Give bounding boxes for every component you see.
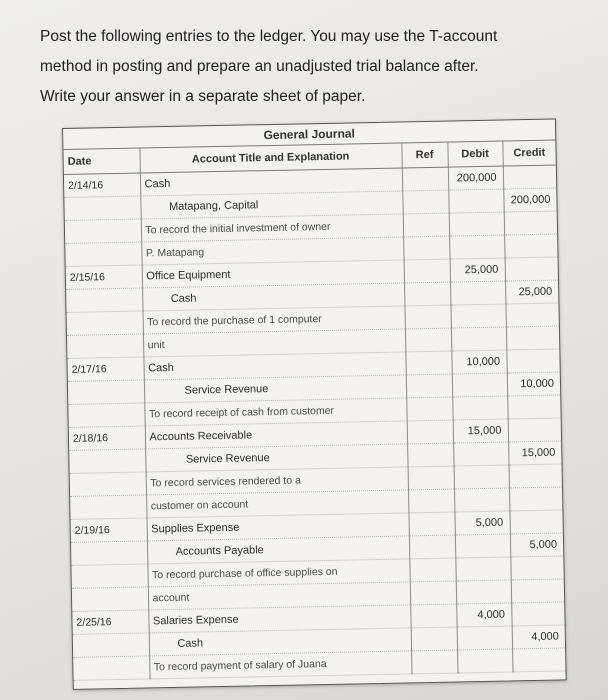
debit-cell bbox=[449, 212, 504, 236]
credit-cell bbox=[505, 257, 558, 281]
date-cell: 2/14/16 bbox=[64, 173, 140, 197]
ref-cell bbox=[410, 581, 456, 605]
debit-cell bbox=[455, 557, 510, 581]
header-ref: Ref bbox=[401, 143, 447, 168]
header-credit: Credit bbox=[502, 141, 555, 167]
debit-cell bbox=[454, 465, 509, 489]
account-cell: Salaries Expense bbox=[148, 605, 410, 633]
header-debit: Debit bbox=[447, 142, 502, 168]
date-cell bbox=[68, 380, 144, 404]
credit-cell: 10,000 bbox=[507, 372, 560, 396]
ref-cell bbox=[407, 420, 453, 444]
ref-cell bbox=[409, 558, 455, 582]
credit-cell bbox=[506, 326, 559, 350]
date-cell bbox=[65, 219, 141, 243]
date-cell bbox=[67, 311, 143, 335]
journal-title: General Journal bbox=[63, 120, 555, 150]
account-cell: To record purchase of office supplies on bbox=[147, 559, 409, 587]
ref-cell bbox=[405, 351, 451, 375]
account-cell: To record receipt of cash from customer bbox=[144, 398, 406, 426]
ref-cell bbox=[406, 397, 452, 421]
date-cell bbox=[68, 403, 144, 427]
credit-cell bbox=[510, 556, 563, 580]
date-cell bbox=[73, 633, 149, 657]
credit-cell bbox=[503, 165, 556, 189]
debit-cell bbox=[450, 304, 505, 328]
ref-cell bbox=[403, 236, 449, 260]
account-cell: To record payment of salary of Juana bbox=[149, 651, 411, 679]
date-cell bbox=[65, 242, 141, 266]
credit-cell bbox=[505, 303, 558, 327]
date-cell bbox=[72, 587, 148, 611]
account-cell: Office Equipment bbox=[142, 260, 404, 288]
debit-cell bbox=[451, 327, 506, 351]
debit-cell bbox=[457, 649, 512, 673]
debit-cell: 25,000 bbox=[450, 258, 505, 282]
debit-cell bbox=[457, 626, 512, 650]
credit-cell bbox=[506, 349, 559, 373]
account-cell: Accounts Payable bbox=[147, 536, 409, 564]
date-cell bbox=[67, 334, 143, 358]
account-cell: Cash bbox=[140, 168, 402, 196]
credit-cell: 5,000 bbox=[510, 533, 563, 557]
credit-cell bbox=[511, 579, 564, 603]
date-cell bbox=[73, 656, 149, 680]
credit-cell: 4,000 bbox=[512, 625, 565, 649]
credit-cell bbox=[511, 602, 564, 626]
account-cell: To record the purchase of 1 computer bbox=[143, 306, 405, 334]
date-cell: 2/25/16 bbox=[72, 610, 148, 634]
account-cell: Service Revenue bbox=[145, 444, 407, 472]
debit-cell bbox=[452, 396, 507, 420]
credit-cell bbox=[507, 395, 560, 419]
ref-cell bbox=[404, 259, 450, 283]
header-account: Account Title and Explanation bbox=[139, 143, 401, 173]
credit-cell bbox=[504, 211, 557, 235]
ref-cell bbox=[411, 627, 457, 651]
debit-cell bbox=[455, 534, 510, 558]
debit-cell: 200,000 bbox=[448, 166, 503, 190]
account-cell: customer on account bbox=[146, 490, 408, 518]
instruction-line-3: Write your answer in a separate sheet of paper. bbox=[40, 88, 366, 105]
ref-cell bbox=[409, 535, 455, 559]
ref-cell bbox=[407, 443, 453, 467]
date-cell bbox=[71, 541, 147, 565]
credit-cell: 25,000 bbox=[505, 280, 558, 304]
date-cell bbox=[66, 288, 142, 312]
ref-cell bbox=[408, 489, 454, 513]
credit-cell bbox=[509, 510, 562, 534]
credit-cell: 200,000 bbox=[503, 188, 556, 212]
account-cell: unit bbox=[143, 329, 405, 357]
credit-cell bbox=[509, 464, 562, 488]
debit-cell bbox=[449, 235, 504, 259]
date-cell: 2/19/16 bbox=[71, 518, 147, 542]
debit-cell bbox=[448, 189, 503, 213]
ref-cell bbox=[404, 282, 450, 306]
instruction-line-1: Post the following entries to the ledger. You may use the T-account bbox=[40, 28, 498, 45]
date-cell: 2/17/16 bbox=[67, 357, 143, 381]
ref-cell bbox=[404, 305, 450, 329]
credit-cell bbox=[509, 487, 562, 511]
credit-cell bbox=[512, 648, 565, 672]
date-cell bbox=[64, 196, 140, 220]
account-cell: Service Revenue bbox=[144, 375, 406, 403]
instructions bbox=[40, 22, 580, 112]
date-cell bbox=[71, 564, 147, 588]
account-cell: Supplies Expense bbox=[147, 513, 409, 541]
debit-cell bbox=[454, 488, 509, 512]
debit-cell: 4,000 bbox=[456, 603, 511, 627]
account-cell: Accounts Receivable bbox=[145, 421, 407, 449]
ref-cell bbox=[411, 650, 457, 674]
header-date: Date bbox=[63, 149, 139, 175]
date-cell bbox=[70, 472, 146, 496]
debit-cell bbox=[453, 442, 508, 466]
ref-cell bbox=[402, 167, 448, 191]
debit-cell bbox=[450, 281, 505, 305]
credit-cell bbox=[504, 234, 557, 258]
account-cell: Cash bbox=[149, 628, 411, 656]
debit-cell: 5,000 bbox=[454, 511, 509, 535]
debit-cell bbox=[456, 580, 511, 604]
ref-cell bbox=[405, 328, 451, 352]
general-journal bbox=[62, 119, 567, 690]
account-cell: P. Matapang bbox=[141, 237, 403, 265]
ref-cell bbox=[408, 466, 454, 490]
account-cell: Cash bbox=[143, 352, 405, 380]
date-cell: 2/18/16 bbox=[69, 426, 145, 450]
journal-body bbox=[64, 165, 566, 680]
ref-cell bbox=[403, 213, 449, 237]
date-cell bbox=[69, 449, 145, 473]
ref-cell bbox=[406, 374, 452, 398]
debit-cell: 15,000 bbox=[453, 419, 508, 443]
debit-cell bbox=[452, 373, 507, 397]
ref-cell bbox=[402, 190, 448, 214]
date-cell bbox=[70, 495, 146, 519]
account-cell: Matapang, Capital bbox=[140, 191, 402, 219]
ref-cell bbox=[408, 512, 454, 536]
account-cell: Cash bbox=[142, 283, 404, 311]
account-cell: To record services rendered to a bbox=[146, 467, 408, 495]
instruction-line-2: method in posting and prepare an unadjusted trial balance after. bbox=[40, 58, 479, 75]
ref-cell bbox=[410, 604, 456, 628]
credit-cell bbox=[508, 418, 561, 442]
debit-cell: 10,000 bbox=[451, 350, 506, 374]
date-cell: 2/15/16 bbox=[66, 265, 142, 289]
journal-table bbox=[63, 141, 565, 681]
account-cell: To record the initial investment of owner bbox=[141, 214, 403, 242]
credit-cell: 15,000 bbox=[508, 441, 561, 465]
account-cell: account bbox=[148, 582, 410, 610]
